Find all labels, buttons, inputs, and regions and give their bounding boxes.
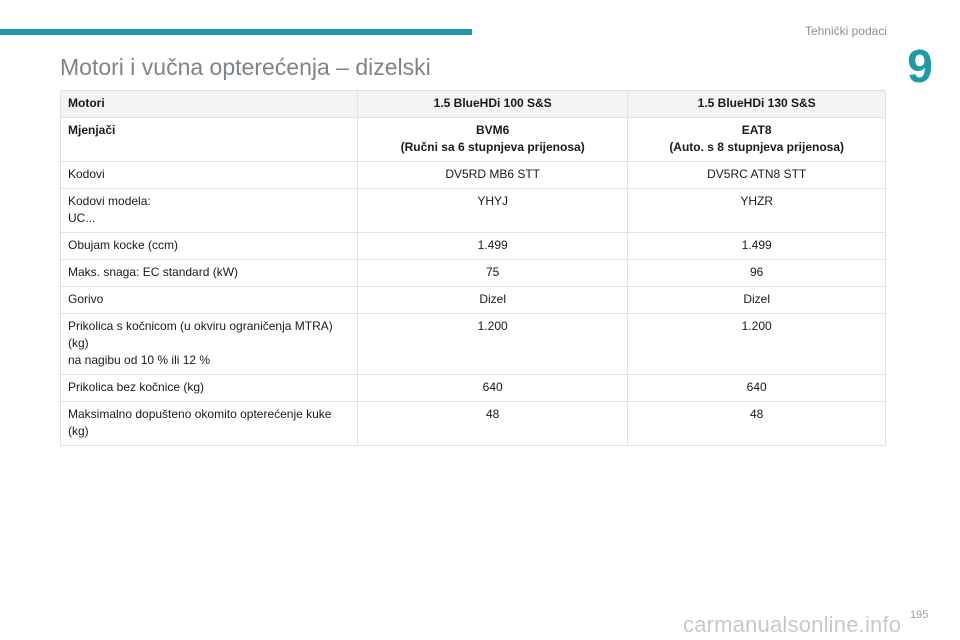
row-label: Kodovi modela: UC... — [61, 189, 358, 233]
cell-engine-100: 48 — [358, 402, 628, 446]
cell-engine-130: EAT8 (Auto. s 8 stupnjeva prijenosa) — [628, 118, 886, 162]
cell-engine-130: 96 — [628, 260, 886, 287]
table-row — [61, 162, 886, 189]
cell-engine-100: BVM6 (Ručni sa 6 stupnjeva prijenosa) — [358, 118, 628, 162]
table-row — [61, 375, 886, 402]
chapter-number: 9 — [907, 40, 933, 92]
cell-engine-100: 1.200 — [358, 314, 628, 375]
cell-engine-130: Dizel — [628, 287, 886, 314]
row-label: Kodovi — [61, 162, 358, 189]
cell-engine-100: Dizel — [358, 287, 628, 314]
engine-spec-table — [60, 90, 886, 446]
table-row — [61, 402, 886, 446]
cell-engine-100: DV5RD MB6 STT — [358, 162, 628, 189]
page-title: Motori i vučna opterećenja – dizelski — [60, 54, 431, 80]
cell-engine-130: 1.200 — [628, 314, 886, 375]
table-row — [61, 189, 886, 233]
row-label: Gorivo — [61, 287, 358, 314]
header-cell-engine-100: 1.5 BlueHDi 100 S&S — [358, 91, 628, 118]
page-number: 195 — [910, 609, 929, 621]
cell-engine-130: 1.499 — [628, 233, 886, 260]
header-accent-bar — [0, 29, 472, 35]
cell-engine-100: 75 — [358, 260, 628, 287]
row-label: Mjenjači — [61, 118, 358, 162]
cell-engine-100: 1.499 — [358, 233, 628, 260]
table-row — [61, 118, 886, 162]
cell-engine-100: YHYJ — [358, 189, 628, 233]
row-label: Obujam kocke (ccm) — [61, 233, 358, 260]
row-label: Maksimalno dopušteno okomito opterećenje kuke (kg) — [61, 402, 358, 446]
row-label: Prikolica bez kočnice (kg) — [61, 375, 358, 402]
cell-engine-130: DV5RC ATN8 STT — [628, 162, 886, 189]
table-header-row — [61, 91, 886, 118]
header-cell-label: Motori — [61, 91, 358, 118]
table-row — [61, 287, 886, 314]
cell-engine-130: 48 — [628, 402, 886, 446]
row-label: Maks. snaga: EC standard (kW) — [61, 260, 358, 287]
header-cell-engine-130: 1.5 BlueHDi 130 S&S — [628, 91, 886, 118]
table-row — [61, 233, 886, 260]
table-row — [61, 314, 886, 375]
cell-engine-130: YHZR — [628, 189, 886, 233]
table-row — [61, 260, 886, 287]
section-title: Tehnički podaci — [804, 24, 887, 38]
cell-engine-130: 640 — [628, 375, 886, 402]
cell-engine-100: 640 — [358, 375, 628, 402]
watermark: carmanualsonline.info — [683, 612, 902, 637]
row-label: Prikolica s kočnicom (u okviru ograničenja MTRA) (kg) na nagibu od 10 % ili 12 % — [61, 314, 358, 375]
